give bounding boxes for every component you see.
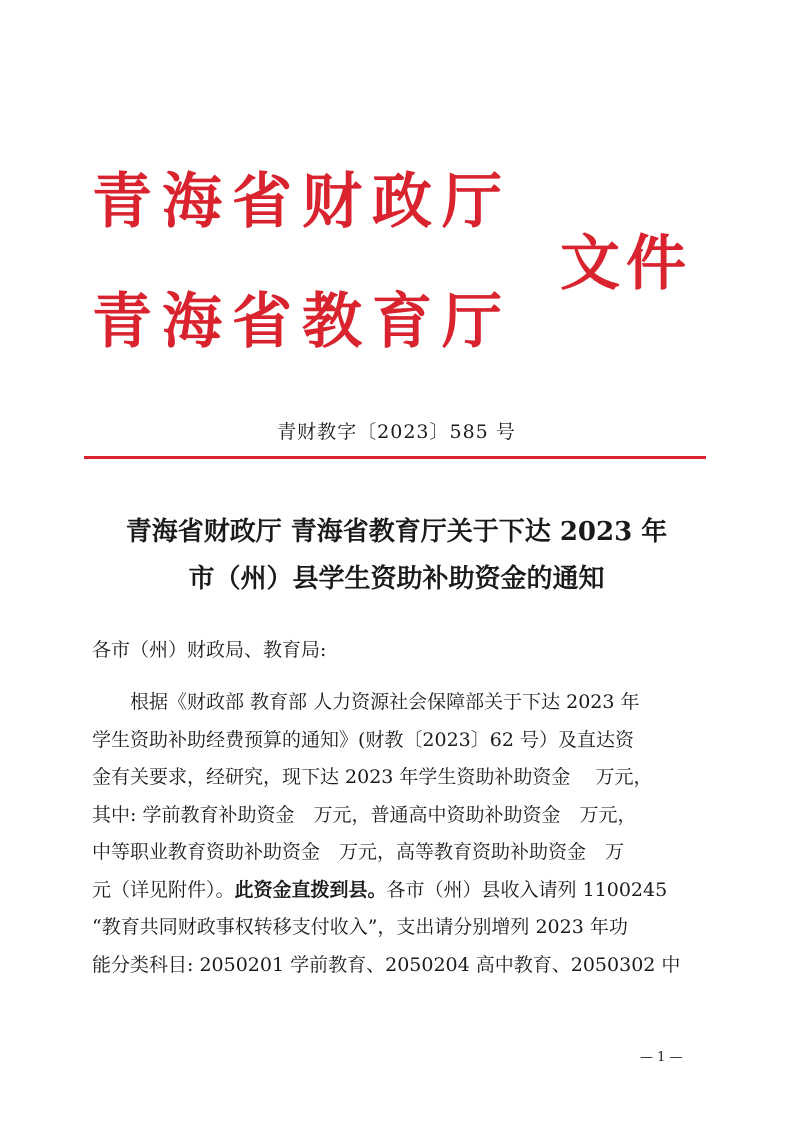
body-line-6 [92, 872, 707, 910]
body-line-4: 其中: 学前教育补助资金 万元，普通高中资助补助资金 万元， [92, 803, 637, 826]
body-line-6-end: 各市（州）县收入请列 1100245 [386, 878, 668, 901]
issuer-name-finance: 青海省财政厅 [92, 167, 512, 237]
document-number: 青财教字〔2023〕585 号 [277, 421, 516, 443]
body-line-8: 能分类科目: 2050201 学前教育、2050204 高中教育、2050302 中 [92, 953, 681, 976]
document-type-label: 文件 [560, 229, 692, 299]
page-number: — 1 — [640, 1050, 683, 1065]
body-line-7: “教育共同财政事权转移支付收入”，支出请分别增列 2023 年功 [92, 916, 628, 938]
salutation: 各市（州）财政局、教育局: [92, 639, 327, 661]
body-line-6-emphasis: 此资金直拨到县。 [234, 878, 387, 901]
body-paragraph [92, 684, 707, 984]
issuer-name-education: 青海省教育厅 [92, 287, 512, 357]
red-divider-line [84, 456, 706, 459]
body-line-6-start: 元（详见附件）。 [92, 878, 235, 901]
body-line-2: 学生资助补助经费预算的通知》(财教〔2023〕62 号）及直达资 [92, 728, 634, 751]
body-line-1: 根据《财政部 教育部 人力资源社会保障部关于下达 2023 年 [130, 691, 640, 713]
title-line-1: 青海省财政厅 青海省教育厅关于下达 2023 年 [125, 517, 668, 547]
body-line-3: 金有关要求，经研究，现下达 2023 年学生资助补助资金 万元， [92, 766, 653, 788]
document-title [0, 509, 793, 603]
body-line-5: 中等职业教育资助补助资金 万元，高等教育资助补助资金 万 [92, 841, 625, 863]
title-line-2: 市（州）县学生资助补助资金的通知 [188, 564, 605, 594]
